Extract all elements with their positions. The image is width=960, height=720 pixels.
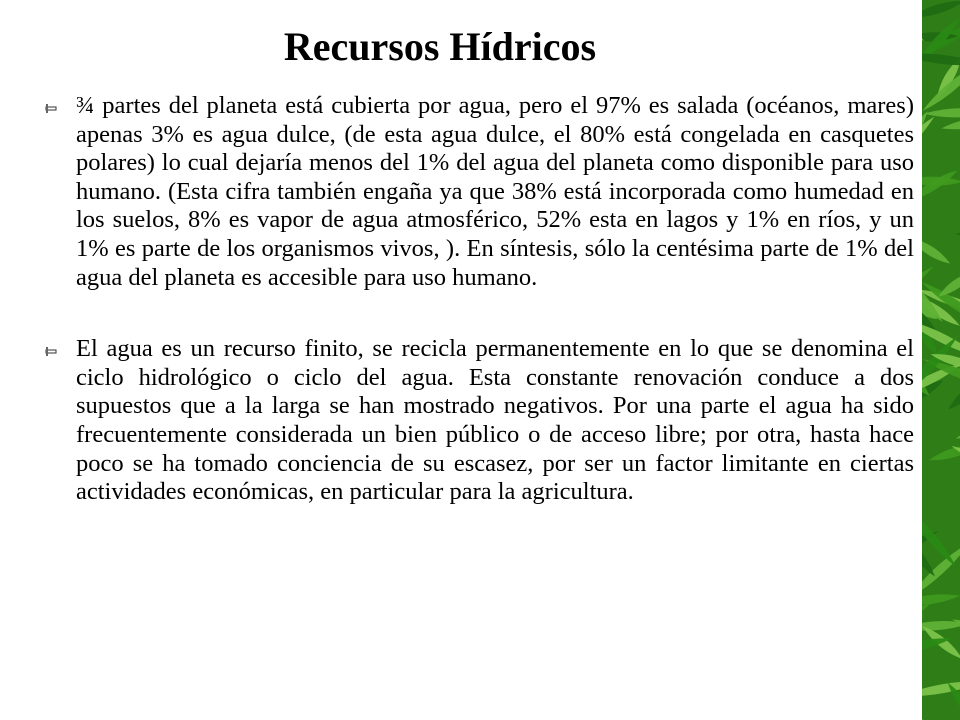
list-item xyxy=(42,92,914,292)
bullet-text: El agua es un recurso finito, se recicla permanentemente en lo que se denomina el ciclo hidrológico o ciclo del agua. Esta constante renovación conduce a dos supuestos que a la larga se han mostrado negativos. Por una parte el agua ha sido frecuentemente considerada un bien público o de acceso libre; por otra, hasta hace poco se ha tomado conciencia de su escasez, por ser un factor limitante en ciertas actividades económicas, en particular para la agricultura. xyxy=(76,335,914,506)
bullet-list xyxy=(42,92,914,550)
bullet-icon xyxy=(42,335,76,363)
slide-title: Recursos Hídricos xyxy=(283,24,597,69)
bullet-icon xyxy=(42,92,76,120)
bullet-text: ¾ partes del planeta está cubierta por agua, pero el 97% es salada (océanos, mares) apenas 3% es agua dulce, (de esta agua dulce, el 80% está congelada en casquetes polares) lo cual dejaría menos del 1% del agua del planeta como disponible para uso humano. (Esta cifra también engaña ya que 38% está incorporada como humedad en los suelos, 8% es vapor de agua atmosférico, 52% esta en lagos y 1% en ríos, y un 1% es parte de los organismos vivos, ). En síntesis, sólo la centésima parte de 1% del agua del planeta es accesible para uso humano. xyxy=(76,92,914,291)
list-item xyxy=(42,335,914,507)
